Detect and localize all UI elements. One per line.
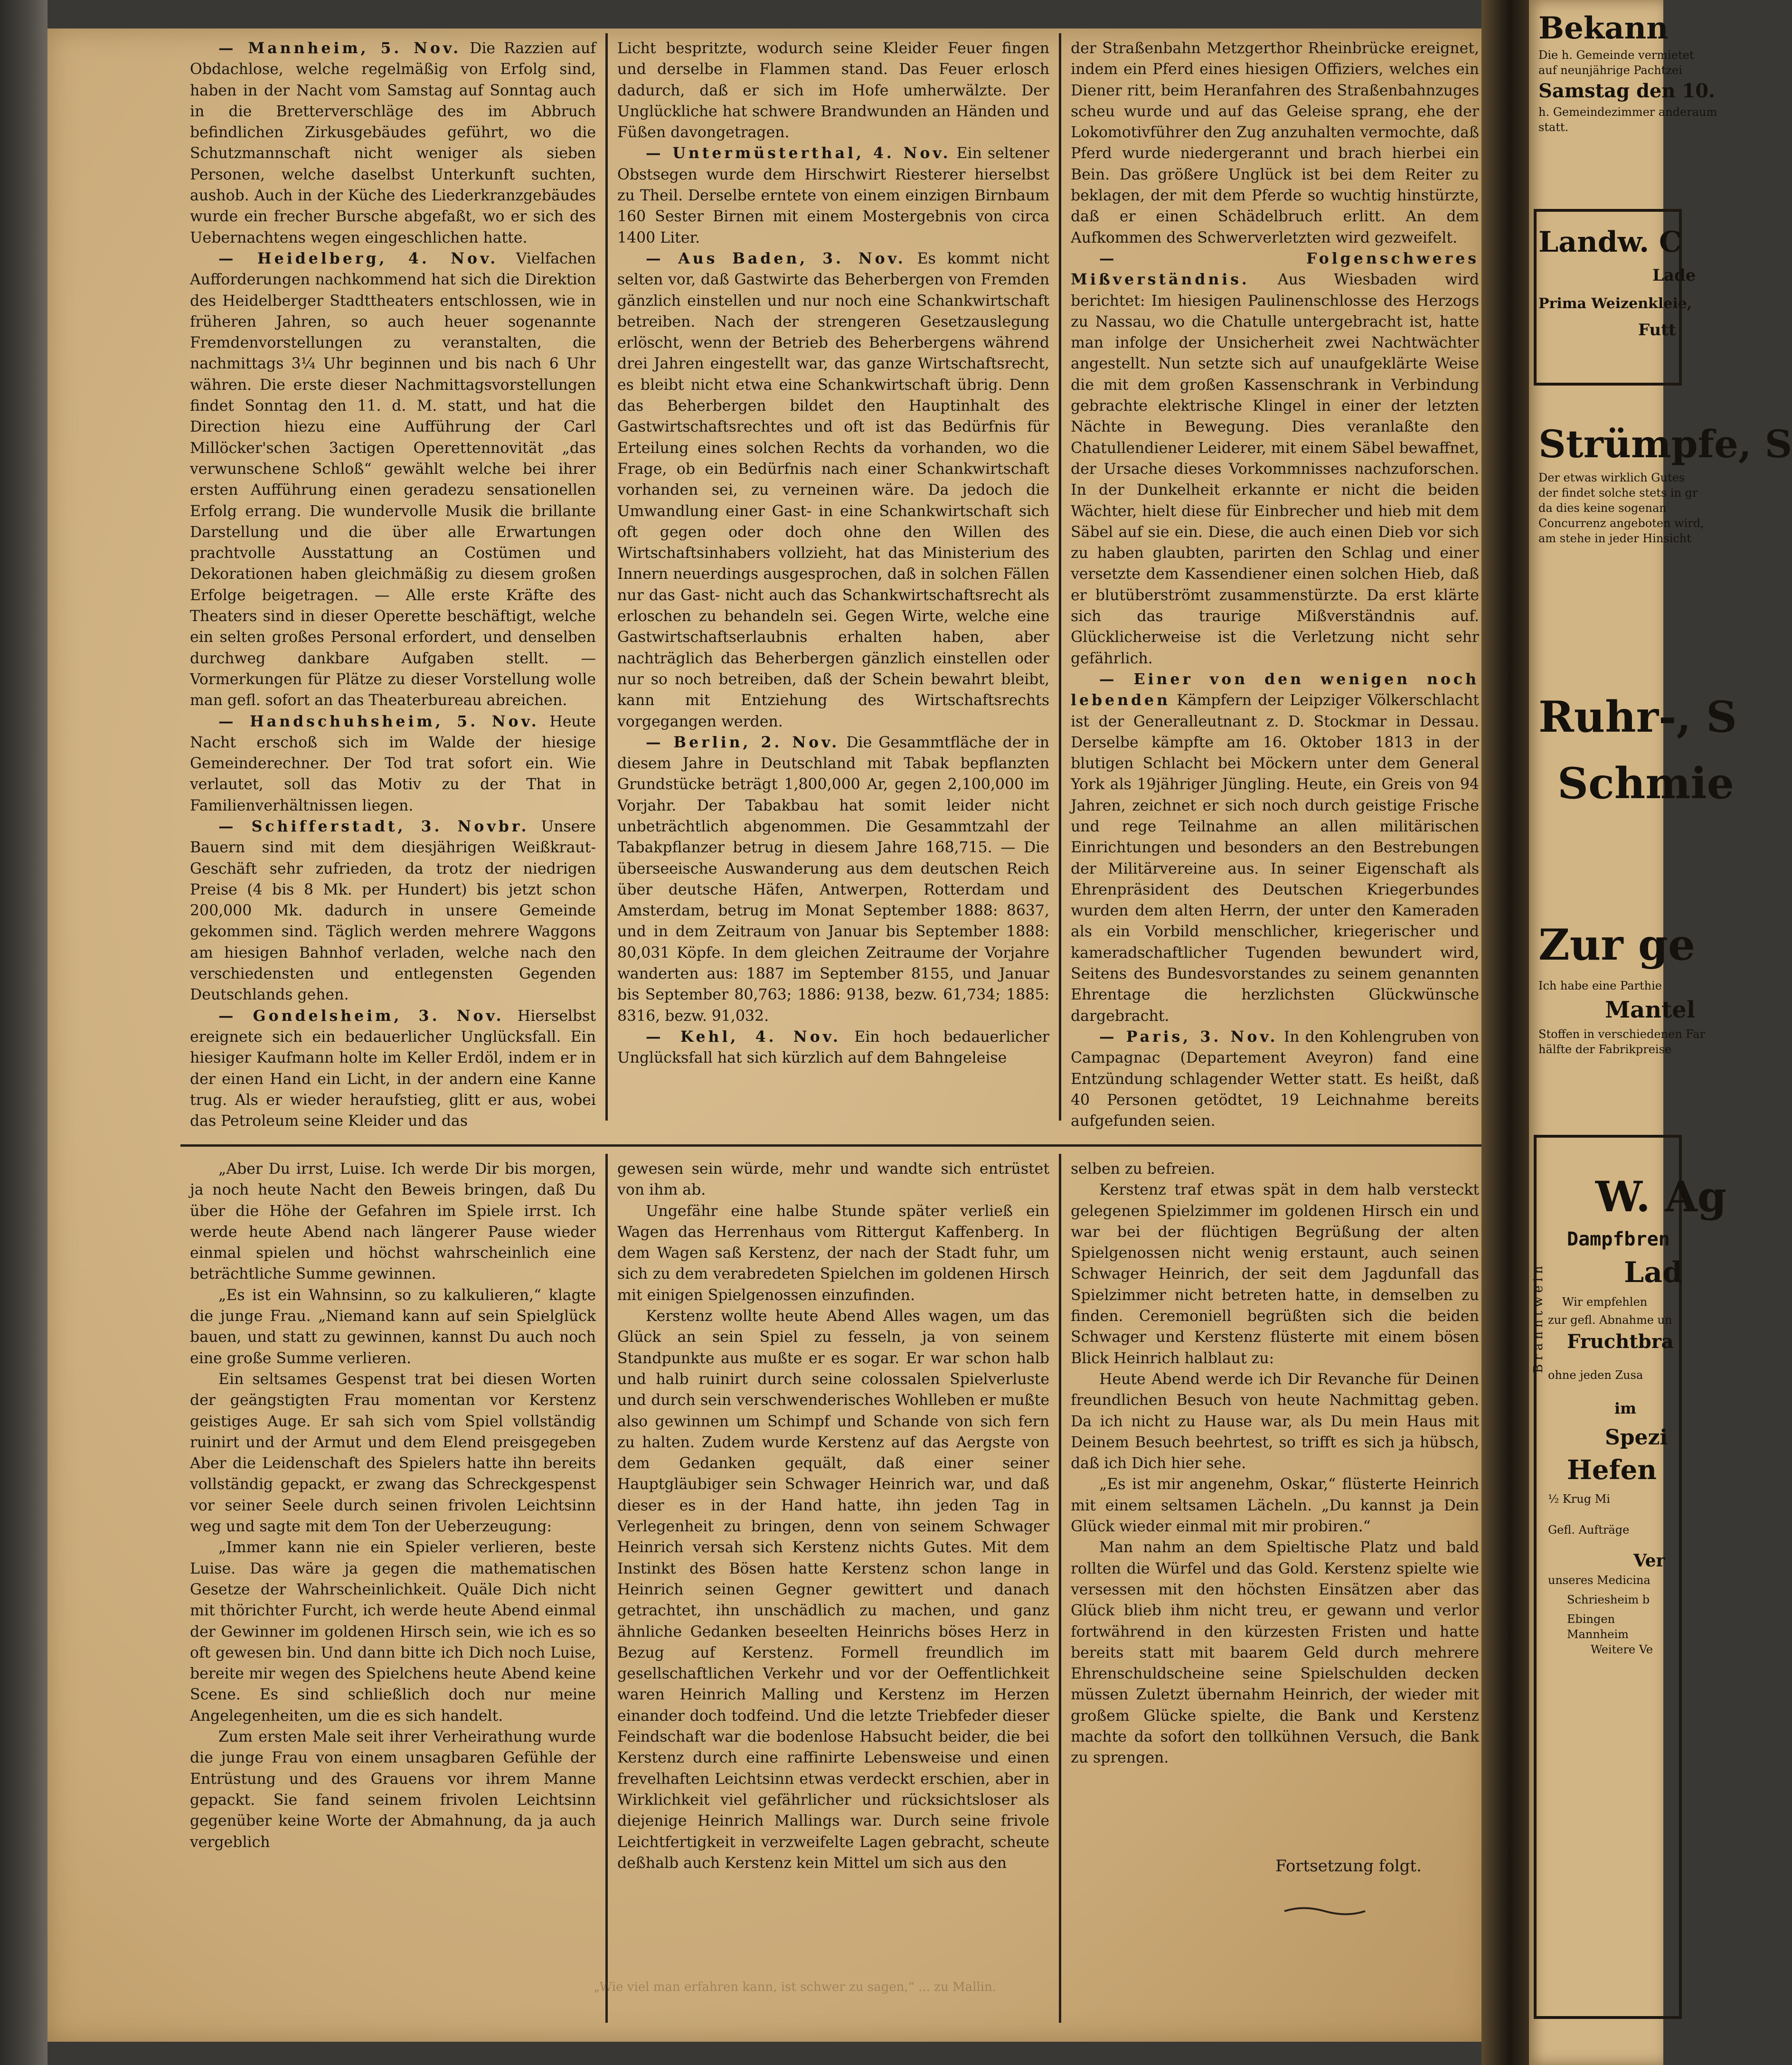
dateline: — Schifferstadt, 3. Novbr. bbox=[218, 817, 529, 835]
news-column-2 bbox=[617, 38, 1049, 1121]
story-paragraph: Man nahm an dem Spieltische Platz und bald rollten die Würfel und das Gold. Kerstenz spielte wie versessen mit den höchsten Einsätzen aber das Glück blieb ihm nicht treu, er gewann und verlor fortwährend in den kürzesten Fristen und hatte bereits statt mit baarem Geld durch mehrere Ehrenschuldscheine seine Spielschulden decken müssen Zuletzt übernahm Heinrich, der wieder mit großem Glücke spielte, die Bank und Kerstenz machte da sofort den tollkühnen Versuch, die Bank zu sprengen. bbox=[1071, 1539, 1479, 1767]
dateline: — Mannheim, 5. Nov. bbox=[218, 39, 462, 57]
news-text: Die Razzien auf Obdachlose, welche regelmäßig von Erfolg sind, haben in der Nacht vom Samstag auf Sonntag auch in die Bretterverschläge des im Abbruch befindlichen Zirkusgebäudes geführt, wo die Schutzmannschaft nicht weniger als sieben Personen, welche daselbst Unterkunft suchten, aushob. Auch in der Küche des Liederkranzgebäudes wurde ein frecher Bursche abgefaßt, wo er sich des Uebernachtens wegen eingeschlichen hatte. bbox=[190, 40, 596, 246]
ad-line: hälfte der Fabrikpreise bbox=[1538, 1043, 1672, 1056]
faint-footer-text: „Wie viel man erfahren kann, ist schwer zu sagen,“ ... zu Mallin. bbox=[594, 1980, 997, 1994]
news-item bbox=[617, 1027, 1049, 1069]
ad-line: Hefen bbox=[1567, 1454, 1657, 1486]
ad-ruhr bbox=[1529, 684, 1737, 817]
ad-line: auf neunjährige Pachtzei bbox=[1538, 64, 1682, 77]
continuation-note: Fortsetzung folgt. bbox=[1275, 1857, 1422, 1876]
story-paragraph: „Es ist mir angenehm, Oskar,“ flüsterte Heinrich mit einem seltsamen Lächeln. „Du kannst ja Dein Glück wieder einmal mit mir probiren.“ bbox=[1071, 1476, 1479, 1536]
story-paragraph: „Aber Du irrst, Luise. Ich werde Dir bis morgen, ja noch heute Nacht den Beweis bringen, daß Du über die Höhe der Gefahren im Spiele irrst. Ich werde heute Abend nach längerer Pause wieder einmal spielen und höchst wahrscheinlich eine beträchtliche Summe gewinnen. bbox=[190, 1160, 596, 1283]
ad-line: Die h. Gemeinde vermietet bbox=[1538, 48, 1694, 62]
story-paragraph: Kerstenz traf etwas spät in dem halb versteckt gelegenen Spielzimmer im goldenen Hirsch ein und war bei der flüchtigen Begrüßung der alten Spielgenossen nicht wenig erstaunt, auch seinen Schwager Heinrich, der seit dem Jagdunfall das Spielzimmer nicht betreten hatte, in demselben zu finden. Ceremoniell begrüßten sich die beiden Schwager und Kerstenz flüsterte mit einem bösen Blick Heinrich halblaut zu: bbox=[1071, 1181, 1479, 1367]
ad-line: Concurrenz angeboten wird, bbox=[1538, 517, 1704, 530]
news-item bbox=[617, 732, 1049, 1027]
ad-line: Weitere Ve bbox=[1591, 1643, 1653, 1656]
dateline: — Heidelberg, 4. Nov. bbox=[218, 249, 499, 267]
ad-line: Schriesheim b bbox=[1567, 1593, 1650, 1606]
ad-line: Ich habe eine Parthie bbox=[1538, 979, 1662, 992]
news-text: Hierselbst ereignete sich ein bedauerlicher Unglücksfall. Ein hiesiger Kaufmann holte im Keller Erdöl, indem er in der einen Hand ein Licht, in der andern eine Kanne trug. Als er wieder heraufstieg, glitt er aus, wobei das Petroleum seine Kleider und das bbox=[190, 1007, 596, 1130]
ad-line: da dies keine sogenan bbox=[1538, 501, 1667, 515]
story-paragraph: selben zu befreien. bbox=[1071, 1160, 1216, 1178]
story-paragraph: „Es ist ein Wahnsinn, so zu kalkulieren,“ klagte die junge Frau. „Niemand kann auf sein Spielglück bauen, und statt zu gewinnen, kannst Du auch noch eine große Summe verlieren. bbox=[190, 1286, 596, 1367]
news-item bbox=[1071, 669, 1479, 1027]
dateline: — Einer von den wenigen noch lebenden bbox=[1071, 670, 1479, 709]
story-column-1 bbox=[190, 1159, 596, 2013]
column-rule bbox=[1059, 1154, 1061, 2023]
story-paragraph: gewesen sein würde, mehr und wandte sich entrüstet von ihm ab. bbox=[617, 1160, 1049, 1199]
story-paragraph: Zum ersten Male seit ihrer Verheirathung wurde die junge Frau von einem unsagbaren Gefühle der Entrüstung und des Grauens vor ihrem Manne gepackt. Sie fand seinem frivolen Leichtsinn gegenüber keine Worte der Abmahnung, da ja auch vergeblich bbox=[190, 1728, 596, 1851]
story-paragraph: Ungefähr eine halbe Stunde später verließ ein Wagen das Herrenhaus vom Rittergut Kaffenberg. In dem Wagen saß Kerstenz, der nach der Stadt fuhr, um sich zu dem verabredeten Spielchen im goldenen Hirsch mit einigen Spielgenossen einzufinden. bbox=[617, 1202, 1049, 1304]
ad-line: Stoffen in verschiedenen Far bbox=[1538, 1028, 1706, 1041]
story-paragraph: „Immer kann nie ein Spieler verlieren, beste Luise. Das wäre ja gegen die mathematischen Gesetze der Wahrscheinlichkeit. Quäle Dich nicht mit thörichter Furcht, ich werde heute Abend einmal der Gewinner im goldenen Hirsch sein, wie ich es so oft gewesen bin. Und dann bitte ich Dich noch Luise, bereite mir wegen des Spielchens heute Abend keine Scene. Es sind schließlich doch nur meine Angelegenheiten, um die es sich handelt. bbox=[190, 1539, 596, 1725]
ad-line: Futt bbox=[1638, 321, 1676, 339]
ad-landwirtschaft bbox=[1529, 223, 1696, 342]
news-text: Die Gesammtfläche der in diesem Jahre in Deutschland mit Tabak bepflanzten Grundstücke beträgt 1,800,000 Ar, gegen 2,100,000 im Vorjahr. Der Tabakbau hat somit leider nicht unbeträchtlich abgenommen. Die Gesammtzahl der Tabakpflanzer betrug in diesem Jahre 168,715. — Die überseeische Auswanderung aus dem deutschen Reich über deutsche Häfen, Antwerpen, Rotterdam und Amsterdam, betrug im Monat September 1888: 8637, und in dem Zeitraum von Januar bis September 1888: 80,031 Köpfe. In dem gleichen Zeitraume der Vorjahre wanderten aus: 1887 im September 8155, und Januar bis September 80,763; 1886: 9138, bezw. 61,734; 1885: 8316, bezw. 91,032. bbox=[617, 734, 1049, 1025]
column-rule bbox=[605, 33, 608, 1121]
story-paragraph: Ein seltsames Gespenst trat bei diesen Worten der geängstigten Frau momentan vor Kerstenz geistiges Auge. Er sah sich vom Spiel vollständig ruinirt und der Armut und dem Elend preisgegeben Aber die Leidenschaft des Spielers hatte ihn bereits vollständig gepackt, er zwang das Schreckgespenst vor seiner Seele durch seinen frivolen Leichtsinn weg und sagte mit dem Ton der Ueberzeugung: bbox=[190, 1370, 596, 1536]
story-column-3 bbox=[1071, 1159, 1479, 1833]
ad-struempfe bbox=[1529, 418, 1792, 546]
ad-line: am stehe in jeder Hinsicht bbox=[1538, 532, 1691, 545]
news-text: Licht bespritzte, wodurch seine Kleider Feuer fingen und derselbe in Flammen stand. Das Feuer erlosch dadurch, daß er sich im Hofe umherwälzte. Der Unglückliche hat schwere Brandwunden an Händen und Füßen davongetragen. bbox=[617, 40, 1049, 141]
news-item bbox=[190, 816, 596, 1006]
news-text: Kämpfern der Leipziger Völkerschlacht ist der Generalleutnant z. D. Stockmar in Dessau. Derselbe kämpfte am 16. Oktober 1813 in der blutigen Schlacht bei Möckern unter dem General York als 19jähriger Jüngling. Heute, ein Greis von 94 Jahren, zeichnet er sich noch durch geistige Frische und rege Teilnahme an allen militärischen Einrichtungen und besonders an den Bestrebungen der Militärvereine aus. In seiner Eigenschaft als Ehrenpräsident des Deutschen Kriegerbundes wurden dem alten Herrn, der unter den Kameraden als ein Vorbild menschlicher, kriegerischer und kameradschaftlicher Tugenden bewundert wird, Seitens des Bundesvorstandes zu seinem genannten Ehrentage die herzlichsten Glückwünsche dargebracht. bbox=[1071, 692, 1480, 1025]
ad-line: Wir empfehlen bbox=[1562, 1295, 1648, 1309]
ad-line: Ebingen bbox=[1567, 1612, 1615, 1626]
news-text: Ein seltener Obstsegen wurde dem Hirschwirt Riesterer hierselbst zu Theil. Derselbe erntete von einem einzigen Birnbaum 160 Sester Birnen mit einem Mostergebnis von circa 1400 Liter. bbox=[617, 145, 1049, 246]
ad-w-ag bbox=[1529, 1168, 1727, 1657]
news-text: Vielfachen Aufforderungen nachkommend hat sich die Direktion des Heidelberger Stadttheaters entschlossen, wie in früheren Jahren, so auch heuer sogenannte Fremdenvorstellungen zu veranstalten, die nachmittags 3¼ Uhr beginnen und bis nach 6 Uhr währen. Die erste dieser Nachmittagsvorstellungen findet Sonntag den 11. d. M. statt, und hat die Direction hiezu eine Aufführung der Carl Millöcker'schen 3actigen Operettennovität „das verwunschene Schloß“ gewählt welche bei ihrer ersten Aufführung einen geradezu sensationellen Erfolg errang. Die wundervolle Musik die brillante Darstellung und die über alle Erwartungen prachtvolle Ausstattung an Costümen und Dekorationen haben gleichmäßig zu diesem großen Erfolge beigetragen. — Alle erste Kräfte des Theaters sind in dieser Operette beschäftigt, welche ein selten großes Personal erfordert, und denselben durchweg dankbare Aufgaben stellt. — Vormerkungen für Plätze zu dieser Vorstellung wolle man gefl. sofort an das Theaterbureau abreichen. bbox=[190, 250, 596, 709]
ad-title: Schmie bbox=[1557, 758, 1734, 809]
news-item bbox=[1071, 248, 1479, 669]
news-item bbox=[617, 143, 1049, 248]
ad-title: Strümpfe, S bbox=[1538, 422, 1792, 466]
news-text: In den Kohlengruben von Campagnac (Departement Aveyron) fand eine Entzündung schlagender Wetter statt. Es heißt, daß 40 Personen getödtet, 19 Leichnahme bereits aufgefunden seien. bbox=[1071, 1028, 1479, 1130]
ad-line: der findet solche stets in gr bbox=[1538, 486, 1698, 500]
dateline: — Handschuhsheim, 5. Nov. bbox=[218, 712, 539, 730]
column-rule bbox=[605, 1154, 608, 2023]
ad-side-label: Branntwein bbox=[1531, 1262, 1546, 1373]
news-text: Heute Nacht erschoß sich im Walde der hiesige Gemeinderechner. Der Tod trat sofort ein. Wie verlautet, soll das Motiv zu der That in Familienverhältnissen liegen. bbox=[190, 713, 596, 814]
news-text: Es kommt nicht selten vor, daß Gastwirte das Beherbergen von Fremden gänzlich einstellen und nur noch eine Schankwirtschaft betreiben. Nach der strengeren Gesetzauslegung erlöscht, wenn der Betrieb des Beherbergens während drei Jahren eingestellt war, das ganze Wirtschaftsrecht, es bleibt nicht etwa eine Schankwirtschaft übrig. Denn das Beherbergen bildet den Hauptinhalt des Gastwirtschaftsrechtes und oft ist das Bedürfnis für Erteilung eines solchen Rechts da vorhanden, wo die Frage, ob ein Bedürfnis nach einer Schankwirtschaft vorhanden sei, zu verneinen wäre. Da jedoch die Umwandlung einer Gast- in eine Schankwirtschaft sich oft gegen oder doch ohne den Willen des Wirtschaftsinhabers vollzieht, hat das Ministerium des Innern neuerdings ausgesprochen, daß in solchen Fällen nur das Gast- nicht auch das Schankwirtschaftsrecht als erloschen zu behandeln sei. Gegen Wirte, welche eine Gastwirtschaftserlaubnis erhalten haben, aber nachträglich das Beherbergen gänzlich einstellen oder nur so noch betreiben, daß der Schein bewahrt bleibt, kann mit Entziehung des Wirtschaftsrechts vorgegangen werden. bbox=[617, 250, 1050, 730]
ad-title: Bekann bbox=[1538, 10, 1669, 46]
ad-line: ohne jeden Zusa bbox=[1548, 1368, 1643, 1382]
ad-line: Dampfbren bbox=[1567, 1228, 1670, 1250]
ad-line: ½ Krug Mi bbox=[1548, 1492, 1610, 1506]
book-gutter bbox=[1481, 0, 1529, 2065]
news-text: Ein hoch bedauerlicher Unglücksfall hat sich kürzlich auf dem Bahngeleise bbox=[617, 1028, 1049, 1067]
news-column-1 bbox=[190, 38, 596, 1130]
news-text: der Straßenbahn Metzgerthor Rheinbrücke ereignet, indem ein Pferd eines hiesigen Offiziers, welches ein Diener ritt, beim Heranfahren des Straßenbahnzuges scheu wurde und auf das Geleise sprang, ehe der Lokomotivführer den Zug anzuhalten vermochte, daß Pferd wurde niedergerannt und brach hierbei ein Bein. Das größere Unglück ist bei dem Reiter zu beklagen, der mit dem Pferde so wuchtig hinstürzte, daß er einen Schädelbruch erlitt. An dem Aufkommen des Schwerverletzten wird gezweifelt. bbox=[1071, 40, 1479, 246]
dateline: — Paris, 3. Nov. bbox=[1099, 1028, 1278, 1046]
ad-line: unseres Medicina bbox=[1548, 1574, 1651, 1587]
dateline: — Berlin, 2. Nov. bbox=[646, 733, 840, 751]
flourish-ornament bbox=[1282, 1904, 1368, 1918]
dateline: — Gondelsheim, 3. Nov. bbox=[218, 1007, 504, 1025]
ad-line: im bbox=[1614, 1399, 1637, 1417]
news-item bbox=[617, 248, 1049, 732]
ad-line: Mannheim bbox=[1567, 1628, 1629, 1641]
ad-line: zur gefl. Abnahme un bbox=[1548, 1313, 1672, 1327]
story-column-2 bbox=[617, 1159, 1049, 2013]
book-cover-edge bbox=[0, 0, 47, 2065]
news-text: Aus Wiesbaden wird berichtet: Im hiesigen Paulinenschlosse des Herzogs zu Nassau, wo die Chatulle untergebracht ist, hatte man infolge der Unsicherheit zwei Nachtwächter angestellt. Nun setzte sich auf unaufgeklärte Weise die mit dem großen Kassenschrank in Verbindung gebrachte elektrische Klingel in einer der letzten Nächte in Bewegung. Dies veranlaßte den Chatullendiener Leiderer, mit einem Säbel bewaffnet, der Ursache dieses Vorkommnisses nachzuforschen. In der Dunkelheit erkannte er nicht die beiden Wächter, hielt diese für Einbrecher und hieb mit dem Säbel auf sie ein. Diese, die auch einen Dieb vor sich zu haben glaubten, parirten den Schlag und einer versetzte dem Kassendiener einen solchen Hieb, daß er blutüberströmt zusammenstürzte. Da erst klärte sich das traurige Mißverständnis auf. Glücklicherweise ist die Verletzung nicht sehr gefährlich. bbox=[1071, 271, 1479, 667]
ad-line: Mantel bbox=[1605, 997, 1696, 1023]
right-page-ads bbox=[1529, 0, 1792, 2065]
ad-line: Der etwas wirklich Gutes bbox=[1538, 471, 1685, 484]
news-item bbox=[190, 711, 596, 816]
dateline: — Folgenschweres Mißverständnis. bbox=[1071, 249, 1479, 289]
ad-title: Ruhr-, S bbox=[1538, 692, 1737, 742]
ad-zur-geflissentlichen bbox=[1529, 912, 1706, 1057]
ad-line: Fruchtbra bbox=[1567, 1330, 1674, 1353]
ad-line: Prima Weizenkleie, bbox=[1538, 295, 1692, 312]
news-item bbox=[617, 38, 1049, 143]
news-item bbox=[190, 1006, 596, 1132]
ad-line: Samstag den 10. bbox=[1538, 80, 1715, 102]
ad-line: Gefl. Aufträge bbox=[1548, 1523, 1630, 1537]
newspaper-page bbox=[47, 28, 1486, 2042]
dateline: — Aus Baden, 3. Nov. bbox=[646, 249, 906, 267]
dateline: — Kehl, 4. Nov. bbox=[646, 1028, 841, 1046]
section-divider bbox=[180, 1144, 1481, 1147]
ad-line: statt. bbox=[1538, 121, 1569, 134]
ad-line: Spezi bbox=[1605, 1425, 1668, 1450]
ad-title: Landw. C bbox=[1538, 226, 1682, 259]
news-item bbox=[190, 248, 596, 711]
story-paragraph: Kerstenz wollte heute Abend Alles wagen, um das Glück an sein Spiel zu fesseln, ja von seinem Standpunkte aus mußte er es sogar. Er war schon halb und halb ruinirt durch seine colossalen Spielverluste und durch sein verschwenderisches Wohlleben er mußte also gewinnen um Schimpf und Schande von sich fern zu halten. Zudem wurde Kerstenz auf das Aergste von dem Gedanken gequält, daß einer seiner Hauptgläubiger sein Schwager Heinrich war, und daß dieser es in der Hand hatte, ihn jeden Tag in Verlegenheit zu bringen, denn von seinem Schwager Heinrich versah sich Kerstenz nichts Gutes. Mit dem Instinkt des Bösen hatte Kerstenz schon lange in Heinrich seinen Gegner gewittert und danach getrachtet, ihn unschädlich zu machen, und ganz ähnliche Gedanken beseelten Heinrichs böses Herz in Bezug auf Kerstenz. Formell freundlich im gesellschaftlichen Verkehr und vor der Oeffentlichkeit waren Heinrich Malling und Kerstenz im Herzen einander doch todfeind. Und die letzte Triebfeder dieser Feindschaft war die bodenlose Habsucht beider, die bei Kerstenz durch eine raffinirte Lebensweise und einen frevelhaften Leichtsinn etwas verdeckt erschien, aber in Wirklichkeit viel gefährlicher und rücksichtsloser als diejenige Heinrich Mallings war. Durch seine frivole Leichtfertigkeit in verzweifelte Lagen gebracht, scheute deßhalb auch Kerstenz kein Mittel um sich aus den bbox=[617, 1308, 1049, 1872]
news-text: Unsere Bauern sind mit dem diesjährigen Weißkraut-Geschäft sehr zufrieden, da trotz der niedrigen Preise (4 bis 8 Mk. per Hundert) bis jetzt schon 200,000 Mk. dadurch in unsere Gemeinde gekommen sind. Täglich werden mehrere Waggons am hiesigen Bahnhof verladen, welche nach den verschiedensten und entlegensten Gegenden Deutschlands gehen. bbox=[190, 818, 596, 1004]
ad-line: Lade bbox=[1652, 266, 1696, 285]
ad-title: Zur ge bbox=[1538, 920, 1696, 970]
ad-line: h. Gemeindezimmer anderaum bbox=[1538, 105, 1717, 119]
ad-title: W. Ag bbox=[1595, 1172, 1727, 1221]
ad-line: Ver bbox=[1633, 1551, 1665, 1571]
news-item bbox=[190, 38, 596, 248]
dateline: — Untermüsterthal, 4. Nov. bbox=[646, 144, 951, 162]
ad-line: Lad bbox=[1624, 1256, 1683, 1289]
news-item bbox=[1071, 1027, 1479, 1132]
ad-bekanntmachung bbox=[1529, 9, 1717, 135]
story-paragraph: Heute Abend werde ich Dir Revanche für Deinen freundlichen Besuch von heute Nachmittag geben. Da ich nicht zu Hause war, als Du mein Haus mit Deinem Besuch beehrtest, so trifft es sich ja hübsch, daß ich Dich hier sehe. bbox=[1071, 1370, 1479, 1472]
column-rule bbox=[1059, 33, 1061, 1121]
news-column-3 bbox=[1071, 38, 1480, 1130]
news-item bbox=[1071, 38, 1479, 248]
